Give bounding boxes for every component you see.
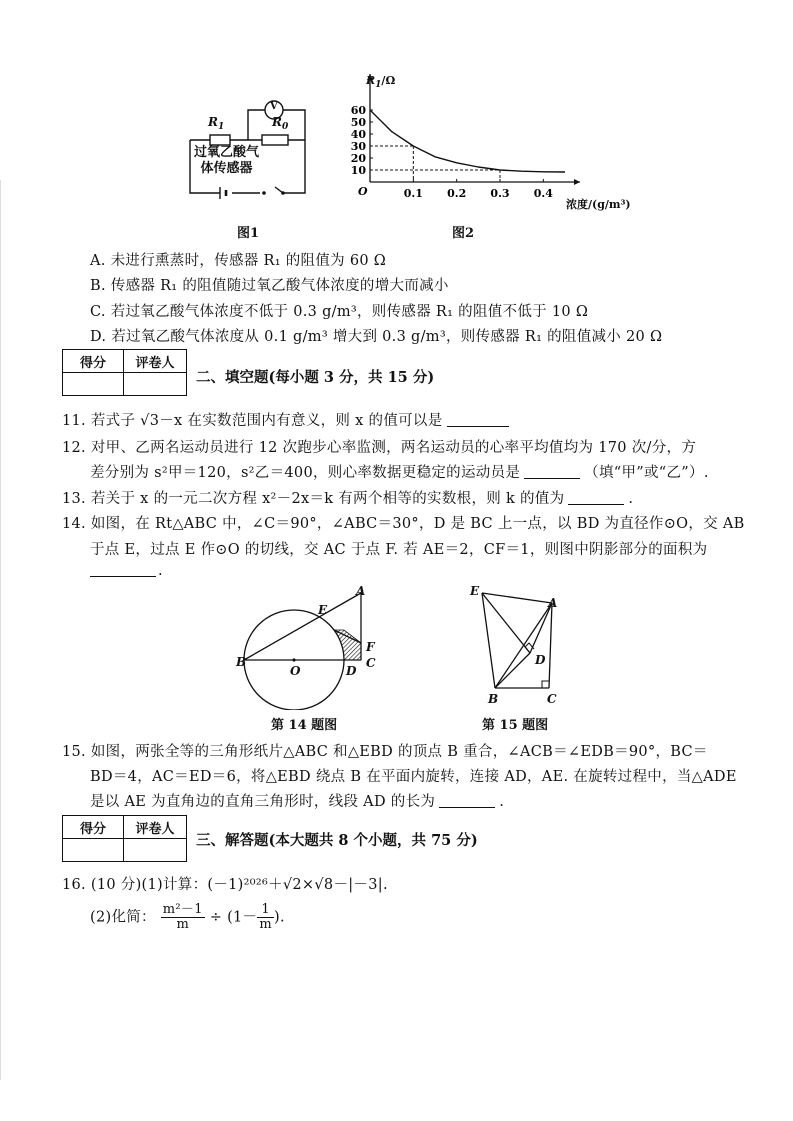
section2-title: 二、填空题(每小题 3 分，共 15 分) — [196, 369, 435, 386]
r1-resistor — [210, 135, 230, 145]
fraction-1: $\frac{\text{m²－1}}{m}$ — [162, 902, 203, 932]
section3-title: 三、解答题(本大题共 8 个小题，共 75 分) — [196, 832, 478, 849]
fig15-label-c: C — [547, 692, 557, 706]
grader-cell — [124, 373, 187, 396]
page-edge — [0, 180, 1, 1080]
x-tick-label: 0.2 — [447, 187, 467, 200]
x-axis-arrow — [574, 179, 580, 185]
answer-blank-12[interactable] — [524, 464, 580, 479]
origin-label: O — [358, 185, 368, 198]
y-tick-label: 20 — [350, 152, 366, 165]
r0-label: $R_0$ — [272, 115, 289, 132]
question-16-part1: 16. (10 分)(1)计算：(－1)²⁰²⁶＋√2×√8－|－3|. — [62, 877, 388, 893]
voltmeter-label: V — [270, 101, 278, 112]
question-15-line1: 15. 如图，两张全等的三角形纸片△ABC 和△EBD 的顶点 B 重合，∠ACB＝∠EDB＝90°，BC＝ — [62, 744, 708, 760]
y-tick-label: 30 — [350, 140, 366, 153]
answer-blank-11[interactable] — [447, 412, 509, 427]
question-14-line2: 于点 E，过点 E 作⊙O 的切线，交 AC 于点 F. 若 AE＝2，CF＝1，则图中阴影部分的面积为 — [90, 542, 708, 558]
fig15-label-e: E — [470, 584, 480, 598]
y-tick-label: 50 — [350, 116, 366, 129]
figure2-caption: 图2 — [452, 226, 475, 241]
x-tick-label: 0.1 — [403, 187, 423, 200]
question-14-line3: . — [90, 562, 163, 579]
x-tick-label: 0.3 — [490, 187, 510, 200]
figure1-caption: 图1 — [237, 226, 260, 241]
option-a: A. 未进行熏蒸时，传感器 R₁ 的阻值为 60 Ω — [90, 253, 387, 269]
figure14-caption: 第 14 题图 — [271, 718, 338, 733]
score-header: 得分 — [63, 816, 124, 839]
shaded-region — [334, 630, 361, 660]
chart-x-axis-label: 浓度/(g/m³) — [566, 198, 631, 211]
fig15-label-b: B — [488, 692, 499, 706]
figure14-diagram — [232, 585, 382, 710]
question-15-line3: 是以 AE 为直角边的直角三角形时，线段 AD 的长为 . — [90, 794, 505, 810]
r0-resistor — [262, 135, 288, 145]
chart-y-axis-label: $R_1/\Omega$ — [366, 74, 396, 90]
question-13: 13. 若关于 x 的一元二次方程 x²－2x＝k 有两个相等的实数根，则 k 的值为 . — [62, 491, 634, 507]
series-line — [370, 110, 565, 172]
score-table-section3 — [62, 815, 187, 862]
score-cell — [63, 839, 124, 862]
question-12-line2: 差分别为 s²甲＝120，s²乙＝400，则心率数据更稳定的运动员是 （填“甲”或“乙”）. — [90, 465, 709, 481]
question-12-line1: 12. 对甲、乙两名运动员进行 12 次跑步心率监测，两名运动员的心率平均值均为 170 次/分，方 — [62, 440, 697, 456]
score-cell — [63, 373, 124, 396]
option-c: C. 若过氧乙酸气体浓度不低于 0.3 g/m³，则传感器 R₁ 的阻值不低于 10 Ω — [90, 304, 589, 320]
answer-blank-14[interactable] — [90, 562, 156, 577]
fig14-label-c: C — [366, 656, 376, 670]
fig14-label-e: E — [318, 603, 328, 617]
score-header: 得分 — [63, 350, 124, 373]
fig15-label-a: A — [548, 596, 558, 610]
fig14-label-o: O — [290, 664, 301, 678]
figure15-caption: 第 15 题图 — [482, 718, 549, 733]
fraction-2: $\frac{1}{m}$ — [259, 902, 273, 932]
fig14-label-b: B — [236, 655, 247, 669]
answer-blank-13[interactable] — [568, 490, 624, 505]
grader-header: 评卷人 — [124, 350, 187, 373]
fig14-label-f: F — [366, 640, 375, 654]
fig14-label-a: A — [356, 584, 366, 598]
y-tick-label: 40 — [350, 128, 366, 141]
fig15-label-d: D — [535, 653, 546, 667]
sensor-label: 过氧乙酸气 体传感器 — [194, 145, 260, 176]
option-d: D. 若过氧乙酸气体浓度从 0.1 g/m³ 增大到 0.3 g/m³，则传感器 R₁ 的阻值减小 20 Ω — [90, 329, 663, 345]
question-16-part2: (2)化简： $\frac{\text{m²－1}}{m}$ ÷ (1－ $\frac{1}{m}$ ). — [90, 902, 285, 932]
fig14-label-d: D — [346, 664, 357, 678]
y-tick-label: 60 — [350, 104, 366, 117]
question-11: 11. 若式子 √3－x 在实数范围内有意义，则 x 的值可以是 — [62, 409, 509, 430]
x-tick-label: 0.4 — [533, 187, 553, 200]
r1-label: $R_1$ — [208, 115, 225, 132]
grader-cell — [124, 839, 187, 862]
question-15-line2: BD＝4，AC＝ED＝6，将△EBD 绕点 B 在平面内旋转，连接 AD，AE. 在旋转过程中，当△ADE — [90, 769, 737, 785]
y-tick-label: 10 — [350, 164, 366, 177]
score-table-section2 — [62, 349, 187, 396]
question-14-line1: 14. 如图，在 Rt△ABC 中，∠C＝90°，∠ABC＝30°，D 是 BC 上一点，以 BD 为直径作⊙O，交 AB — [62, 516, 745, 532]
answer-blank-15[interactable] — [439, 793, 495, 808]
grader-header: 评卷人 — [124, 816, 187, 839]
option-b: B. 传感器 R₁ 的阻值随过氧乙酸气体浓度的增大而减小 — [90, 278, 449, 294]
